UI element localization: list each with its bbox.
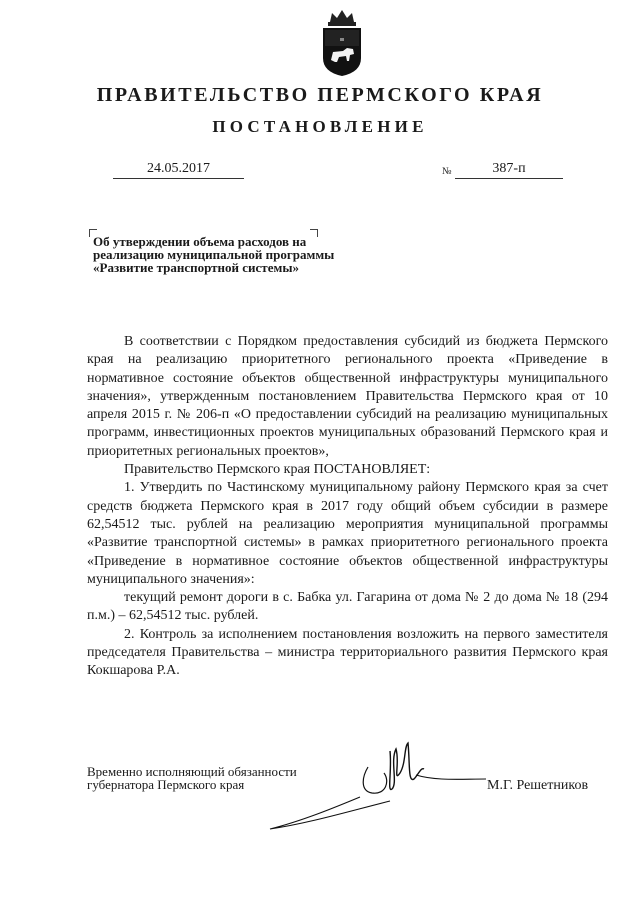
signer-name: М.Г. Решетников: [487, 778, 589, 793]
document-type-title: ПОСТАНОВЛЕНИЕ: [212, 117, 428, 136]
government-title: ПРАВИТЕЛЬСТВО ПЕРМСКОГО КРАЯ: [96, 84, 544, 106]
body-paragraph: 1. Утвердить по Частинскому муниципальному району Пермского края за счет средств бюджета Пермского края в 2017 году общий объем субсидии в размере 62,54512 тыс. рублей на реализацию мероприятия муниципальной программы «Развитие транспортной системы» в рамках приоритетного регионального проекта «Приведение в нормативное состояние объектов общественной инфраструктуры муниципального значения»:: [87, 480, 608, 587]
decree-subject: Об утверждении объема расходов на реализацию муниципальной программы «Развитие транспортной системы»: [93, 234, 335, 275]
body-paragraph: текущий ремонт дороги в с. Бабка ул. Гагарина от дома № 2 до дома № 18 (294 п.м.) – 62,54512 тыс. рублей.: [87, 590, 608, 624]
signer-position-line: губернатора Пермского края: [87, 777, 245, 792]
number-sign: №: [442, 166, 452, 177]
decree-date: 24.05.2017: [113, 160, 244, 179]
body-paragraph: 2. Контроль за исполнением постановления возложить на первого заместителя председателя Правительства – министра территориального развития Пермского края Кокшарова Р.А.: [87, 626, 608, 679]
perm-krai-coat-of-arms-icon: [319, 8, 365, 78]
decree-number: 387-п: [455, 160, 563, 179]
body-paragraph: Правительство Пермского края ПОСТАНОВЛЯЕТ:: [124, 462, 431, 478]
handwritten-signature-icon: [240, 735, 500, 835]
signer-position-line: Временно исполняющий обязанности: [87, 764, 297, 779]
body-paragraph: В соответствии с Порядком предоставления субсидий из бюджета Пермского края на реализацию приоритетного регионального проекта «Приведение в нормативное состояние объектов общественной инфраструктуры муниципального значения», утвержденным постановлением Правительства Пермского края от 10 апреля 2015 г. № 206-п «О предоставлении субсидий на реализацию муниципальных программ, инвестиционных проектов муниципальных образований Пермского края и приоритетных региональных проектов»,: [87, 334, 608, 459]
decree-body: [87, 333, 608, 681]
